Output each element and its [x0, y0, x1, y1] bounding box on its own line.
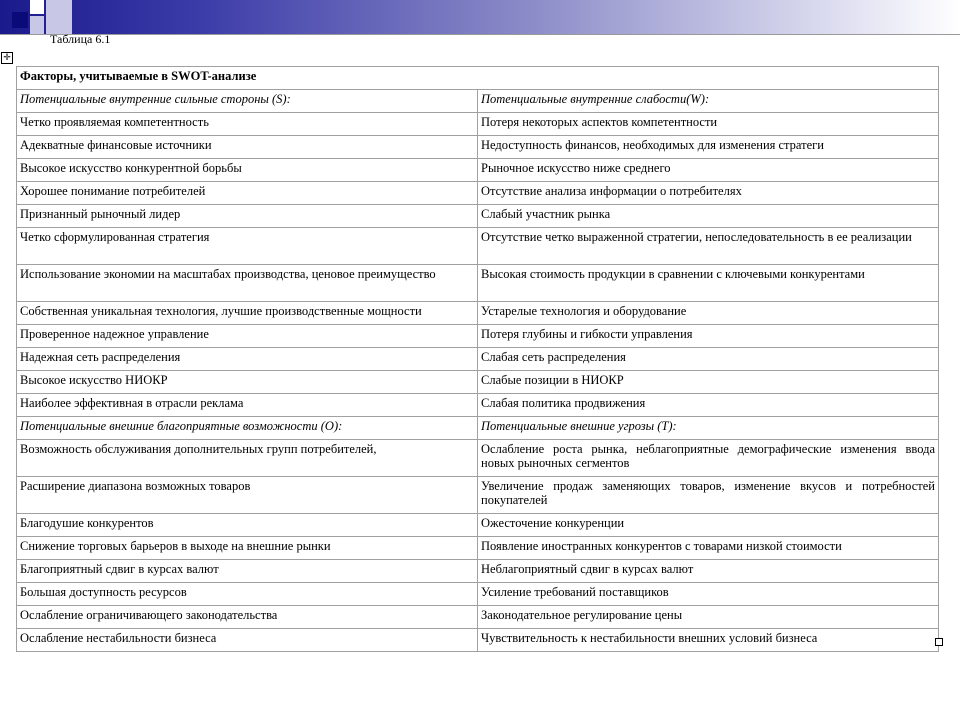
weakness-cell[interactable]: Потеря некоторых аспектов компетентности: [478, 113, 939, 136]
opportunity-cell[interactable]: Возможность обслуживания дополнительных групп потребителей,: [17, 440, 478, 477]
weakness-cell[interactable]: Рыночное искусство ниже среднего: [478, 159, 939, 182]
header-divider: [0, 34, 960, 35]
decor-square: [30, 16, 44, 34]
decor-square: [30, 0, 44, 14]
threats-header[interactable]: Потенциальные внешние угрозы (T):: [478, 417, 939, 440]
threat-cell[interactable]: Появление иностранных конкурентов с товарами низкой стоимости: [478, 537, 939, 560]
slide-header-bar: [0, 0, 960, 34]
opportunity-cell[interactable]: Снижение торговых барьеров в выходе на внешние рынки: [17, 537, 478, 560]
table-resize-handle[interactable]: [935, 638, 943, 646]
threat-cell[interactable]: Ослабление роста рынка, неблагоприятные демографические изменения ввода новых рыночных сегментов: [478, 440, 939, 477]
opportunity-cell[interactable]: Благодушие конкурентов: [17, 514, 478, 537]
threat-cell[interactable]: Законодательное регулирование цены: [478, 606, 939, 629]
weakness-cell[interactable]: Устарелые технология и оборудование: [478, 302, 939, 325]
strength-cell[interactable]: Проверенное надежное управление: [17, 325, 478, 348]
weakness-cell[interactable]: Недоступность финансов, необходимых для изменения стратеги: [478, 136, 939, 159]
table-move-handle-icon[interactable]: ✛: [1, 52, 13, 64]
strength-cell[interactable]: Надежная сеть распределения: [17, 348, 478, 371]
weakness-cell[interactable]: Высокая стоимость продукции в сравнении с ключевыми конкурентами: [478, 265, 939, 302]
weakness-cell[interactable]: Отсутствие четко выраженной стратегии, непоследовательность в ее реализации: [478, 228, 939, 265]
threat-cell[interactable]: Усиление требований поставщиков: [478, 583, 939, 606]
opportunity-cell[interactable]: Ослабление ограничивающего законодательства: [17, 606, 478, 629]
threat-cell[interactable]: Чувствительность к нестабильности внешних условий бизнеса: [478, 629, 939, 652]
strength-cell[interactable]: Четко сформулированная стратегия: [17, 228, 478, 265]
strength-cell[interactable]: Использование экономии на масштабах производства, ценовое преимущество: [17, 265, 478, 302]
threat-cell[interactable]: Увеличение продаж заменяющих товаров, изменение вкусов и потребностей покупателей: [478, 477, 939, 514]
swot-table: [16, 66, 939, 652]
weakness-cell[interactable]: Потеря глубины и гибкости управления: [478, 325, 939, 348]
strength-cell[interactable]: Наиболее эффективная в отрасли реклама: [17, 394, 478, 417]
strength-cell[interactable]: Хорошее понимание потребителей: [17, 182, 478, 205]
strength-cell[interactable]: Адекватные финансовые источники: [17, 136, 478, 159]
weakness-cell[interactable]: Отсутствие анализа информации о потребителях: [478, 182, 939, 205]
strength-cell[interactable]: Четко проявляемая компетентность: [17, 113, 478, 136]
strength-cell[interactable]: Признанный рыночный лидер: [17, 205, 478, 228]
table-title[interactable]: Факторы, учитываемые в SWOT-анализе: [17, 67, 939, 90]
weakness-cell[interactable]: Слабый участник рынка: [478, 205, 939, 228]
opportunity-cell[interactable]: Большая доступность ресурсов: [17, 583, 478, 606]
weakness-cell[interactable]: Слабые позиции в НИОКР: [478, 371, 939, 394]
opportunities-header[interactable]: Потенциальные внешние благоприятные возможности (O):: [17, 417, 478, 440]
weakness-cell[interactable]: Слабая сеть распределения: [478, 348, 939, 371]
threat-cell[interactable]: Неблагоприятный сдвиг в курсах валют: [478, 560, 939, 583]
opportunity-cell[interactable]: Благоприятный сдвиг в курсах валют: [17, 560, 478, 583]
strength-cell[interactable]: Высокое искусство НИОКР: [17, 371, 478, 394]
strength-cell[interactable]: Высокое искусство конкурентной борьбы: [17, 159, 478, 182]
strengths-header[interactable]: Потенциальные внутренние сильные стороны (S):: [17, 90, 478, 113]
weakness-cell[interactable]: Слабая политика продвижения: [478, 394, 939, 417]
threat-cell[interactable]: Ожесточение конкуренции: [478, 514, 939, 537]
weaknesses-header[interactable]: Потенциальные внутренние слабости(W):: [478, 90, 939, 113]
decor-square: [12, 12, 28, 28]
decor-square: [46, 0, 72, 34]
opportunity-cell[interactable]: Расширение диапазона возможных товаров: [17, 477, 478, 514]
table-caption: Таблица 6.1: [50, 32, 111, 46]
strength-cell[interactable]: Собственная уникальная технология, лучшие производственные мощности: [17, 302, 478, 325]
opportunity-cell[interactable]: Ослабление нестабильности бизнеса: [17, 629, 478, 652]
